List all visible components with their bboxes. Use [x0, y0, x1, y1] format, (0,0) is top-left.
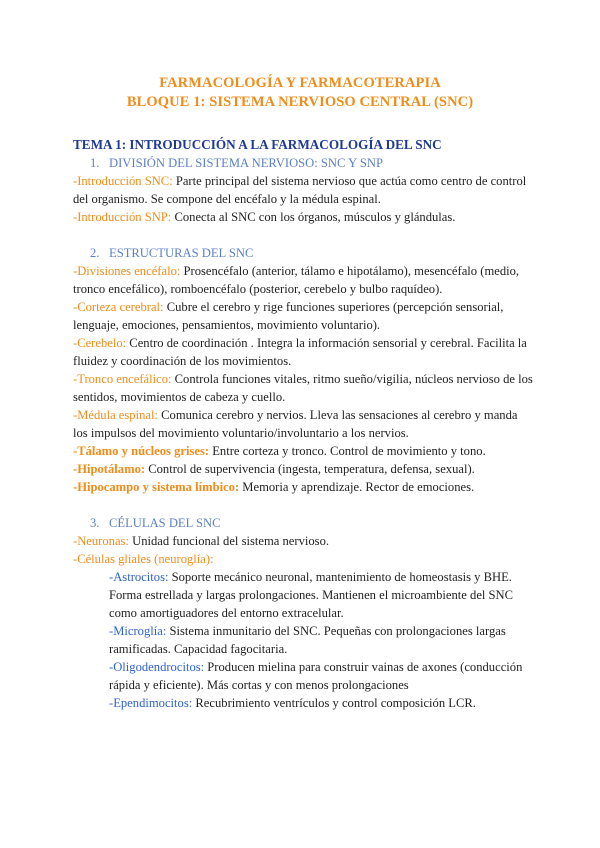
paragraph-divisiones: -Divisiones encéfalo: Prosencéfalo (anterior, tálamo e hipotálamo), mesencéfalo (medio, tronco encefálico), romboencéfalo (posterior, cerebelo y bulbo raquídeo).	[73, 264, 520, 296]
document-subtitle: BLOQUE 1: SISTEMA NERVIOSO CENTRAL (SNC)	[126, 94, 474, 110]
list-item-oligodendrocitos: -Oligodendrocitos: Producen mielina para construir vainas de axones (conducción rápida y eficiente). Más cortas y con menos prolongaciones	[109, 660, 523, 692]
paragraph-cerebelo: -Cerebelo: Centro de coordinación . Integra la información sensorial y cerebral. Facilita la fluidez y coordinación de los movimientos.	[73, 336, 527, 368]
term: -Cerebelo:	[73, 336, 127, 350]
term: -Médula espinal:	[73, 408, 158, 422]
term: -Hipotálamo:	[73, 462, 146, 476]
term: -Ependimocitos:	[109, 696, 193, 710]
term: -Astrocitos:	[109, 570, 169, 584]
section-heading-2: 2. ESTRUCTURAS DEL SNC	[90, 246, 254, 260]
term: -Introducción SNC:	[73, 174, 173, 188]
paragraph-hipocampo: -Hipocampo y sistema límbico: Memoria y aprendizaje. Rector de emociones.	[73, 480, 475, 494]
term: -Tronco encefálico:	[73, 372, 172, 386]
section-heading-3: 3. CÉLULAS DEL SNC	[90, 516, 221, 530]
term: -Introducción SNP:	[73, 210, 172, 224]
term: -Corteza cerebral:	[73, 300, 164, 314]
paragraph-gliales	[73, 550, 533, 568]
tema-heading: TEMA 1: INTRODUCCIÓN A LA FARMACOLOGÍA DEL SNC	[73, 137, 442, 152]
term: -Divisiones encéfalo:	[73, 264, 181, 278]
term: -Tálamo y núcleos grises:	[73, 444, 210, 458]
document-title: FARMACOLOGÍA Y FARMACOTERAPIA	[159, 75, 441, 91]
paragraph-intro-snc: -Introducción SNC: Parte principal del sistema nervioso que actúa como centro de control del organismo. Se compone del encéfalo y la médula espinal.	[73, 174, 527, 206]
document-body	[73, 154, 533, 712]
paragraph-intro-snp: -Introducción SNP: Conecta al SNC con los órganos, músculos y glándulas.	[73, 210, 456, 224]
glia-list	[73, 568, 533, 712]
list-item-ependimocitos: -Ependimocitos: Recubrimiento ventrículos y control composición LCR.	[109, 696, 476, 710]
list-item-microglia: -Microglía: Sistema inmunitario del SNC. Pequeñas con prolongaciones largas ramificadas. Capacidad fagocitaria.	[109, 624, 506, 656]
paragraph-hipotalamo: -Hipotálamo: Control de supervivencia (ingesta, temperatura, defensa, sexual).	[73, 462, 475, 476]
term: -Hipocampo y sistema límbico:	[73, 480, 240, 494]
term: -Oligodendrocitos:	[109, 660, 205, 674]
paragraph-corteza: -Corteza cerebral: Cubre el cerebro y rige funciones superiores (percepción sensorial, lenguaje, emociones, pensamientos, movimiento voluntario).	[73, 300, 504, 332]
paragraph-medula: -Médula espinal: Comunica cerebro y nervios. Lleva las sensaciones al cerebro y manda los impulsos del movimiento voluntario/involuntario a los nervios.	[73, 408, 518, 440]
paragraph-neuronas: -Neuronas: Unidad funcional del sistema nervioso.	[73, 534, 330, 548]
term: -Neuronas:	[73, 534, 129, 548]
term: -Células gliales (neuroglía):	[73, 552, 214, 566]
paragraph-talamo: -Tálamo y núcleos grises: Entre corteza y tronco. Control de movimiento y tono.	[73, 444, 486, 458]
list-item-astrocitos: -Astrocitos: Soporte mecánico neuronal, mantenimiento de homeostasis y BHE. Forma estrellada y largas prolongaciones. Mantienen el microambiente del SNC como amortiguadores del entorno extracelular.	[109, 570, 514, 620]
term: -Microglía:	[109, 624, 167, 638]
paragraph-tronco: -Tronco encefálico: Controla funciones vitales, ritmo sueño/vigilia, núcleos nervioso de los sentidos, movimientos de cabeza y cuello.	[73, 372, 533, 404]
section-heading-1: 1. DIVISIÓN DEL SISTEMA NERVIOSO: SNC Y SNP	[90, 156, 383, 170]
